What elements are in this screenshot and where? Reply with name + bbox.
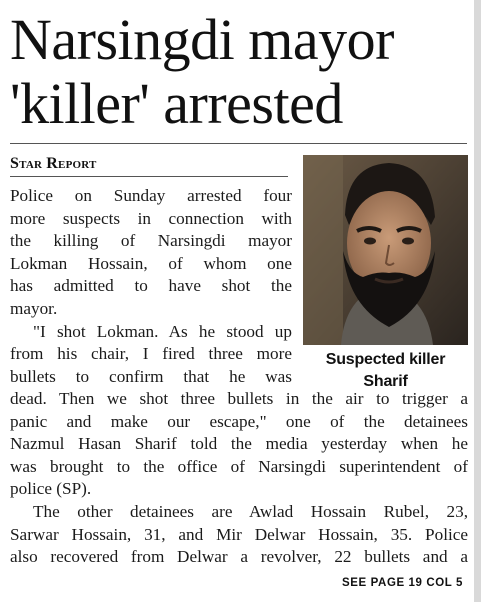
body-line: dead. Then we shot three bullets in the air to trigger a <box>10 389 468 408</box>
suspect-photo <box>303 155 468 345</box>
body-line: the killing of Narsingdi mayor <box>10 231 292 251</box>
continuation-note: SEE PAGE 19 COL 5 <box>342 577 463 589</box>
headline-line-1: Narsingdi mayor <box>10 7 394 72</box>
article-body-full-column <box>10 388 468 569</box>
body-line: from his chair, I fired three more <box>10 344 292 364</box>
body-line: The other detainees are Awlad Hossain Rubel, 23, <box>33 501 468 521</box>
headline-line-2: 'killer' arrested <box>10 71 343 136</box>
body-line: panic and make our escape," one of the detainees <box>10 411 468 431</box>
caption-line-1: Suspected killer <box>325 351 446 368</box>
body-line: Lokman Hossain, of whom one <box>10 253 292 273</box>
body-line: has admitted to have shot the <box>10 276 292 296</box>
body-line: was brought to the office of Narsingdi superintendent of <box>10 456 468 476</box>
body-line: more suspects in connection with <box>10 208 292 228</box>
body-line: Sarwar Hossain, 31, and Mir Delwar Hossain, 35. Police <box>10 524 468 544</box>
body-line: "I shot Lokman. As he stood up <box>33 321 292 341</box>
caption-line-2: Sharif <box>363 373 408 390</box>
body-line: also recovered from Delwar a revolver, 22 bullets and a <box>10 547 468 567</box>
body-line: Police on Sunday arrested four <box>10 186 292 205</box>
body-line: bullets to confirm that he was <box>10 366 292 386</box>
page-edge <box>474 0 481 602</box>
body-line: Nazmul Hasan Sharif told the media yesterday when he <box>10 434 468 454</box>
article-headline <box>10 8 470 136</box>
suspect-portrait-image <box>303 155 468 345</box>
byline-rule <box>10 176 288 177</box>
byline: Star Report <box>10 155 97 172</box>
headline-rule <box>10 143 467 144</box>
article-body-narrow-column <box>10 185 292 388</box>
body-line: police (SP). <box>10 479 92 499</box>
photo-caption <box>303 349 468 393</box>
body-line: mayor. <box>10 298 58 318</box>
